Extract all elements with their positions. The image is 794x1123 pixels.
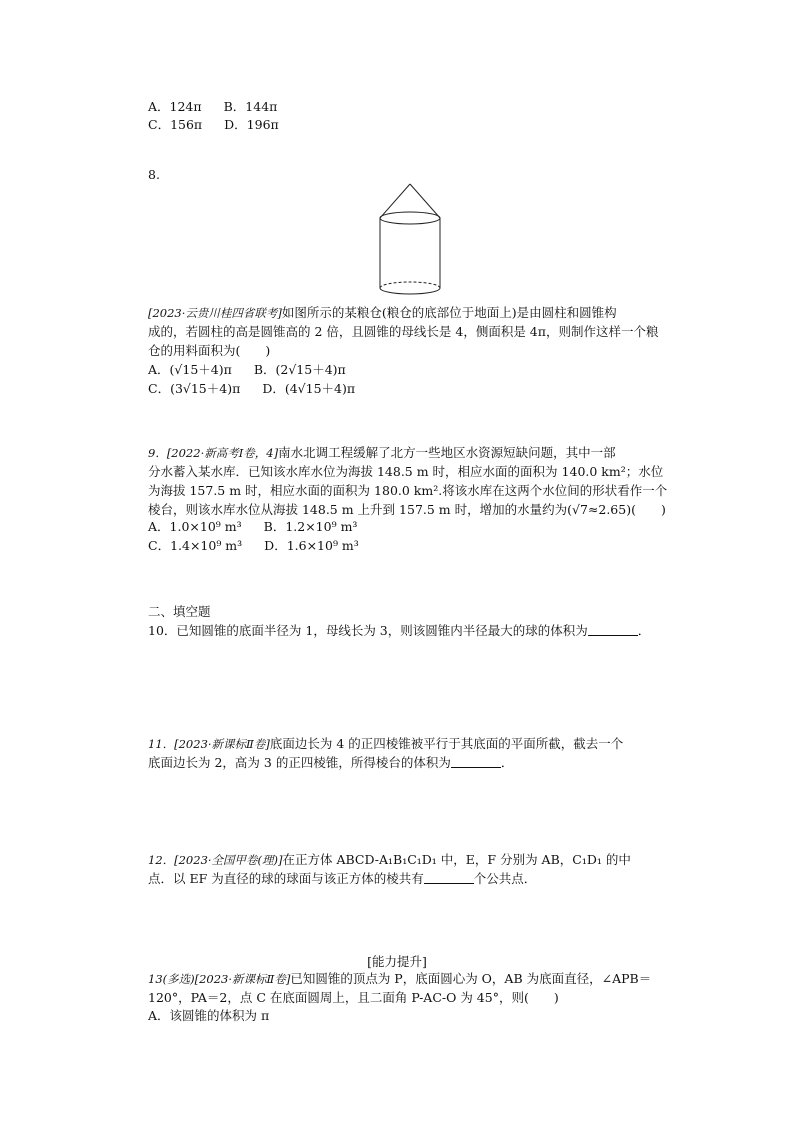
q9-option-c[interactable]: C．1.4×10⁹ m³: [148, 538, 243, 553]
q10-end: ．: [637, 623, 651, 638]
q11-stem-1: 底面边长为 4 的正四棱锥被平行于其底面的平面所截，截去一个: [269, 736, 624, 751]
q7-option-b[interactable]: B．144π: [223, 99, 278, 114]
q11-line-1: [148, 735, 623, 753]
q11-end: ．: [500, 755, 514, 770]
q9-line-3: 为海拔 157.5 m 时，相应水面的面积为 180.0 km².将该水库在这两个水位间的形状看作一个: [148, 483, 668, 498]
q9-options-row-1: [148, 518, 357, 535]
q13-stem-1: 已知圆锥的顶点为 P，底面圆心为 O，AB 为底面直径，∠APB＝: [290, 971, 652, 986]
q7-option-c[interactable]: C．156π: [148, 117, 203, 132]
q10-answer-blank[interactable]: [588, 623, 638, 636]
q12-line-1: [148, 851, 631, 869]
q12-line-2: [148, 870, 536, 887]
q13-line-2: 120°，PA＝2，点 C 在底面圆周上，且二面角 P-AC-O 为 45°，则( ): [148, 990, 559, 1005]
q9-option-a[interactable]: A．1.0×10⁹ m³: [148, 519, 242, 534]
q7-option-d[interactable]: D．196π: [224, 117, 279, 132]
q13-source: 13(多选)[2023·新课标Ⅱ卷]: [148, 972, 291, 986]
q10-line: [148, 622, 650, 639]
q8-source: [2023·云贵川桂四省联考]: [148, 306, 282, 320]
q8-line-3: 仓的用料面积为( ): [148, 343, 271, 358]
q8-options-row-1: [148, 361, 346, 378]
granary-figure: [370, 180, 450, 300]
q11-line-2: [148, 754, 513, 771]
q8-option-c[interactable]: C．(3√15＋4)π: [148, 381, 241, 396]
q9-line-4: 棱台，则该水库水位从海拔 148.5 m 上升到 157.5 m 时，增加的水量约为(√7≈2.65)( ): [148, 502, 666, 517]
q13-line-1: [148, 970, 651, 988]
q9-options-row-2: [148, 537, 359, 554]
q7-options-row-2: [148, 116, 279, 133]
q8-number: 8.: [148, 167, 160, 182]
section-heading-fill-in: 二、填空题: [148, 604, 211, 619]
q8-option-d[interactable]: D．(4√15＋4)π: [262, 381, 356, 396]
q9-option-b[interactable]: B．1.2×10⁹ m³: [263, 519, 358, 534]
q12-answer-blank[interactable]: [424, 871, 474, 884]
q9-option-d[interactable]: D．1.6×10⁹ m³: [264, 538, 359, 553]
q12-end: 个公共点．: [473, 871, 537, 886]
q8-line-1: [148, 304, 617, 322]
q9-source: 9．[2022·新高考Ⅰ卷，4]: [148, 446, 279, 460]
q11-source: 11．[2023·新课标Ⅱ卷]: [148, 737, 270, 751]
q9-stem-1: 南水北调工程缓解了北方一些地区水资源短缺问题，其中一部: [278, 445, 616, 460]
q8-stem-1: 如图所示的某粮仓(粮仓的底部位于地面上)是由圆柱和圆锥构: [281, 305, 617, 320]
q11-answer-blank[interactable]: [451, 755, 501, 768]
q9-line-2: 分水蓄入某水库．已知该水库水位为海拔 148.5 m 时，相应水面的面积为 140.0 km²；水位: [148, 464, 664, 479]
q7-option-a[interactable]: A．124π: [148, 99, 202, 114]
q13-option-a[interactable]: A．该圆锥的体积为 π: [148, 1008, 270, 1023]
section-heading-ability: [能力提升]: [367, 954, 427, 969]
q9-line-1: [148, 444, 616, 462]
q8-option-a[interactable]: A．(√15＋4)π: [148, 362, 232, 377]
q12-source: 12．[2023·全国甲卷(理)]: [148, 853, 283, 867]
q7-options-row-1: [148, 98, 277, 115]
q8-options-row-2: [148, 380, 355, 397]
q8-line-2: 成的，若圆柱的高是圆锥高的 2 倍，且圆锥的母线长是 4，侧面积是 4π，则制作这样一个粮: [148, 324, 659, 339]
q11-stem-2: 底面边长为 2，高为 3 的正四棱锥，所得棱台的体积为: [148, 755, 451, 770]
q8-option-b[interactable]: B．(2√15＋4)π: [253, 362, 346, 377]
q10-stem: 10．已知圆锥的底面半径为 1，母线长为 3，则该圆锥内半径最大的球的体积为: [148, 623, 588, 638]
q12-stem-2: 点．以 EF 为直径的球的球面与该正方体的棱共有: [148, 871, 424, 886]
q12-stem-1: 在正方体 ABCD-A₁B₁C₁D₁ 中，E，F 分别为 AB，C₁D₁ 的中: [282, 852, 631, 867]
